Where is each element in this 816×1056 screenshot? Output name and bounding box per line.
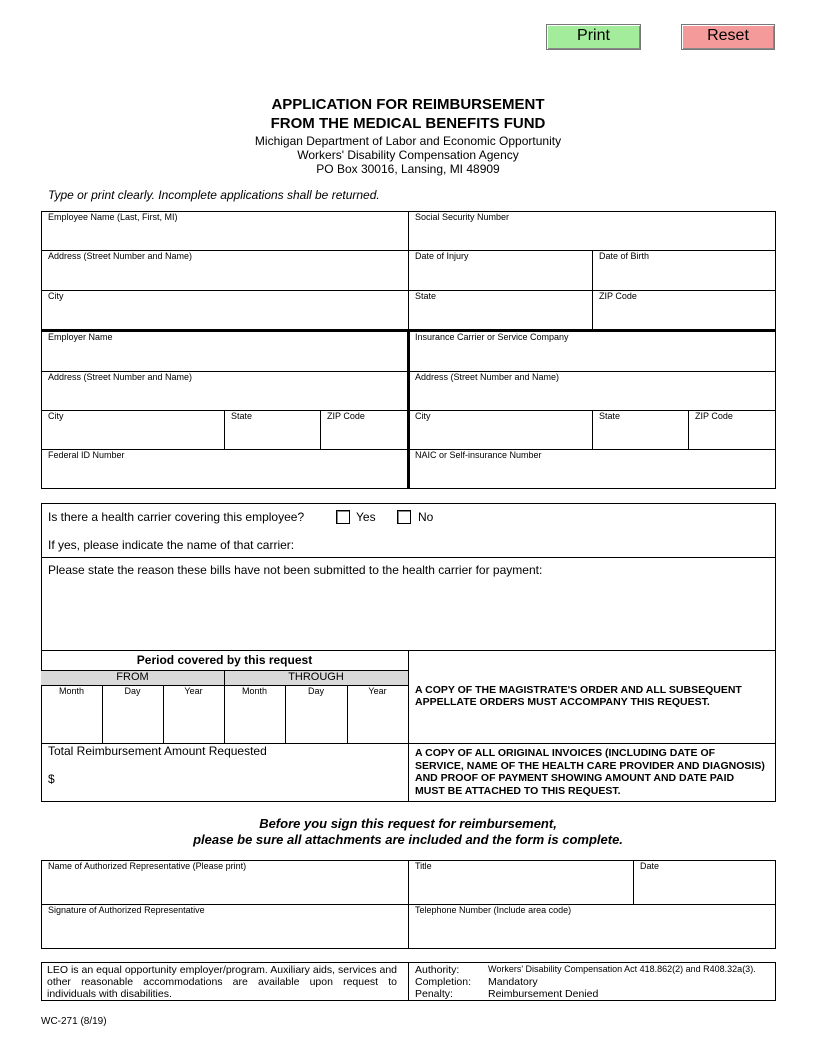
employee-city-field[interactable]: City <box>48 291 64 301</box>
total-amount-field[interactable]: $ <box>48 772 55 786</box>
through-month-field[interactable]: Month <box>241 686 267 696</box>
rep-signature-field[interactable]: Signature of Authorized Representative <box>48 905 205 915</box>
reminder-line1: Before you sign this request for reimbursement, <box>259 816 557 831</box>
penalty-value: Reimbursement Denied <box>488 988 599 1000</box>
health-carrier-question: Is there a health carrier covering this employee? <box>48 510 305 524</box>
yes-label: Yes <box>356 510 376 524</box>
date-of-birth-field[interactable]: Date of Birth <box>599 251 650 261</box>
employee-address-field[interactable]: Address (Street Number and Name) <box>48 251 193 261</box>
form-number: WC-271 (8/19) <box>41 1016 107 1027</box>
no-label: No <box>418 510 434 524</box>
agency-name: Workers' Disability Compensation Agency <box>297 148 519 162</box>
federal-id-field[interactable]: Federal ID Number <box>48 450 125 460</box>
employee-state-field[interactable]: State <box>415 291 437 301</box>
date-of-injury-field[interactable]: Date of Injury <box>415 251 469 261</box>
carrier-city-field[interactable]: City <box>415 411 431 421</box>
completion-label: Completion: <box>415 976 472 988</box>
date-field[interactable]: Date <box>640 861 660 871</box>
naic-field[interactable]: NAIC or Self-insurance Number <box>415 450 542 460</box>
magistrate-notice: A COPY OF THE MAGISTRATE'S ORDER AND ALL SUBSEQUENT APPELLATE ORDERS MUST ACCOMPANY THIS REQUEST. <box>415 684 742 708</box>
invoices-notice: A COPY OF ALL ORIGINAL INVOICES (INCLUDING DATE OF SERVICE, NAME OF THE HEALTH CARE PROVIDER AND DIAGNOSIS) AND PROOF OF PAYMENT SHOWING AMOUNT AND DATE PAID MUST BE ATTACHED TO THIS REQUEST. <box>415 747 765 797</box>
employer-name-field[interactable]: Employer Name <box>48 332 113 342</box>
employer-zip-field[interactable]: ZIP Code <box>327 411 365 421</box>
employer-state-field[interactable]: State <box>231 411 253 421</box>
through-year-field[interactable]: Year <box>368 686 387 696</box>
eeo-statement: LEO is an equal opportunity employer/program. Auxiliary aids, services and other reasonable accommodations are available upon request to individuals with disabilities. <box>47 964 397 1000</box>
carrier-name-field[interactable]: Insurance Carrier or Service Company <box>415 332 569 342</box>
reason-field[interactable]: Please state the reason these bills have not been submitted to the health carrier for payment: <box>48 563 543 577</box>
agency-address: PO Box 30016, Lansing, MI 48909 <box>316 162 500 176</box>
form-title-line1: APPLICATION FOR REIMBURSEMENT <box>271 96 545 113</box>
carrier-address-field[interactable]: Address (Street Number and Name) <box>415 372 560 382</box>
carrier-state-field[interactable]: State <box>599 411 621 421</box>
completion-value: Mandatory <box>488 976 538 988</box>
ssn-field[interactable]: Social Security Number <box>415 212 510 222</box>
department-name: Michigan Department of Labor and Economic Opportunity <box>254 134 562 148</box>
authority-label: Authority: <box>415 964 460 976</box>
yes-checkbox[interactable] <box>336 510 350 524</box>
no-checkbox[interactable] <box>397 510 411 524</box>
form-title-line2: FROM THE MEDICAL BENEFITS FUND <box>270 115 546 132</box>
rep-name-field[interactable]: Name of Authorized Representative (Please print) <box>48 861 247 871</box>
employee-name-field[interactable]: Employee Name (Last, First, MI) <box>48 212 178 222</box>
period-title: Period covered by this request <box>136 653 313 667</box>
total-amount-label: Total Reimbursement Amount Requested <box>48 744 267 758</box>
through-day-field[interactable]: Day <box>307 686 324 696</box>
employer-city-field[interactable]: City <box>48 411 64 421</box>
print-button[interactable]: Print <box>546 24 641 50</box>
employee-zip-field[interactable]: ZIP Code <box>599 291 637 301</box>
authority-value: Workers' Disability Compensation Act 418.862(2) and R408.32a(3). <box>488 964 756 974</box>
reminder-line2: please be sure all attachments are included and the form is complete. <box>193 832 623 847</box>
title-field[interactable]: Title <box>415 861 432 871</box>
from-year-field[interactable]: Year <box>184 686 203 696</box>
reset-button[interactable]: Reset <box>681 24 775 50</box>
health-carrier-name-field[interactable]: If yes, please indicate the name of that carrier: <box>48 538 295 552</box>
instructions: Type or print clearly. Incomplete applications shall be returned. <box>48 188 380 202</box>
penalty-label: Penalty: <box>415 988 453 1000</box>
from-month-field[interactable]: Month <box>58 686 84 696</box>
through-header: THROUGH <box>288 671 344 683</box>
from-header: FROM <box>116 671 149 683</box>
phone-field[interactable]: Telephone Number (Include area code) <box>415 905 572 915</box>
from-day-field[interactable]: Day <box>124 686 141 696</box>
employer-address-field[interactable]: Address (Street Number and Name) <box>48 372 193 382</box>
carrier-zip-field[interactable]: ZIP Code <box>695 411 733 421</box>
